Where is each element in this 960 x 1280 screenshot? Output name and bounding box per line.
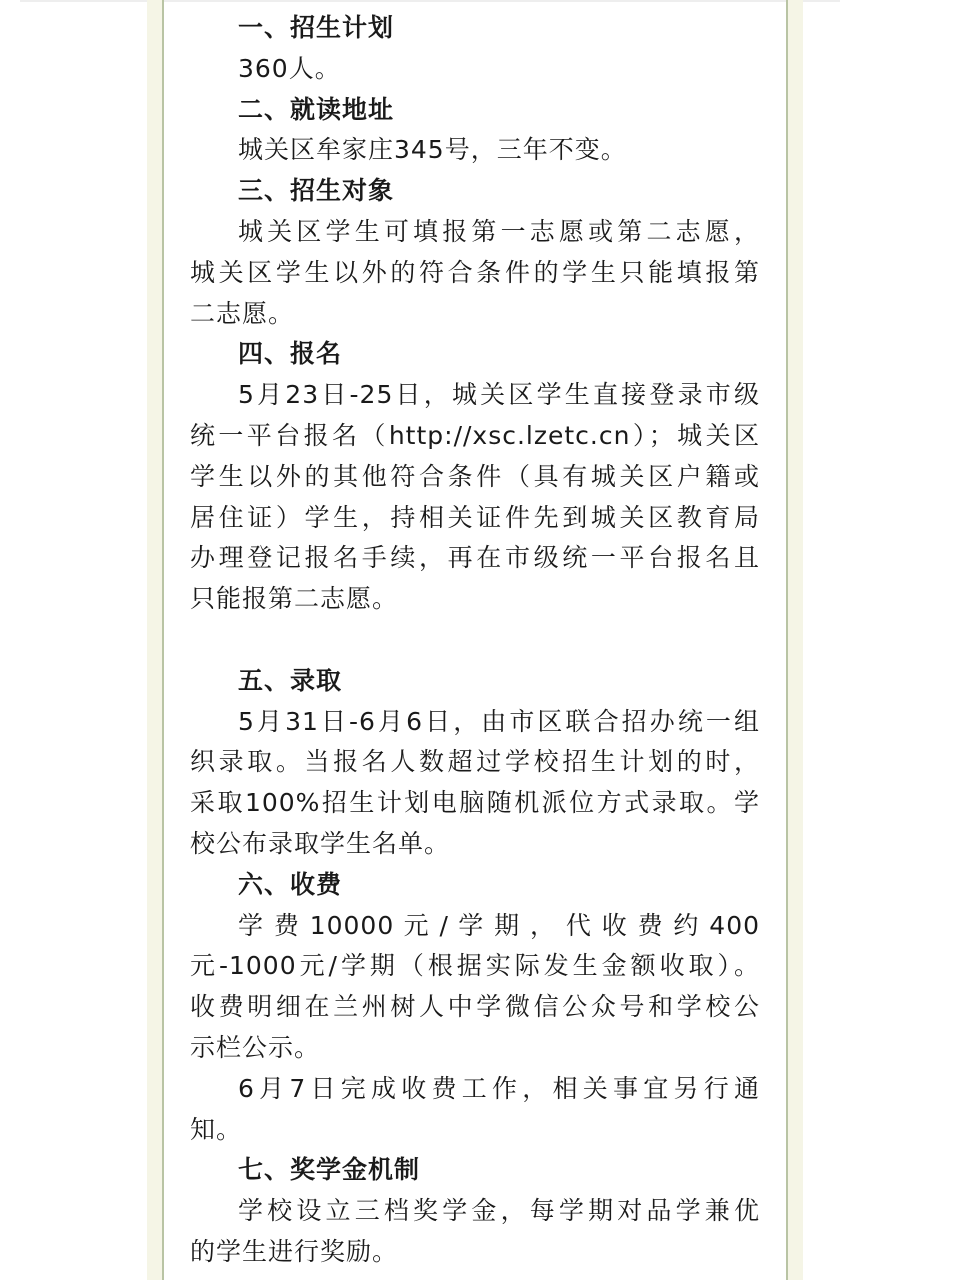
text-line: 城关区学生可填报第一志愿或第二志愿， <box>238 216 760 246</box>
text-line: 示栏公示。 <box>190 1032 321 1062</box>
text-line: 办理登记报名手续，再在市级统一平台报名且 <box>190 543 760 573</box>
text-line: 360人。 <box>238 53 341 83</box>
document-body <box>190 8 760 1273</box>
top-shadow <box>20 0 840 2</box>
text-line: 5月31日-6月6日，由市区联合招办统一组 <box>238 706 760 736</box>
text-line: 采取100%招生计划电脑随机派位方式录取。学 <box>190 788 760 818</box>
section-heading-registration: 四、报名 <box>238 339 343 369</box>
left-margin-strip <box>147 0 162 1280</box>
text-line: 的学生进行奖励。 <box>190 1236 399 1266</box>
right-margin-strip <box>788 0 803 1280</box>
text-line: 城关区学生以外的符合条件的学生只能填报第 <box>190 257 760 287</box>
text-line: 统一平台报名（http://xsc.lzetc.cn）；城关区 <box>190 420 760 450</box>
section-heading-admission: 五、录取 <box>238 665 343 695</box>
section-heading-scholarship: 七、奖学金机制 <box>238 1155 421 1185</box>
text-line: 城关区牟家庄345号，三年不变。 <box>238 135 627 165</box>
section-heading-target: 三、招生对象 <box>238 176 395 206</box>
text-line: 二志愿。 <box>190 298 295 328</box>
text-line: 学校设立三档奖学金，每学期对品学兼优 <box>238 1196 760 1226</box>
text-line: 5月23日-25日，城关区学生直接登录市级 <box>238 380 760 410</box>
left-border-line <box>162 0 164 1280</box>
section-heading-address: 二、就读地址 <box>238 94 395 124</box>
blank-line <box>190 620 760 661</box>
text-line: 6月7日完成收费工作，相关事宜另行通 <box>238 1073 760 1103</box>
text-line: 元-1000元/学期（根据实际发生金额收取）。 <box>190 951 760 981</box>
text-line: 只能报第二志愿。 <box>190 584 399 614</box>
text-line: 知。 <box>190 1114 243 1144</box>
section-heading-fees: 六、收费 <box>238 869 343 899</box>
text-line: 校公布录取学生名单。 <box>190 828 451 858</box>
text-line: 收费明细在兰州树人中学微信公众号和学校公 <box>190 992 760 1022</box>
text-line: 居住证）学生，持相关证件先到城关区教育局 <box>190 502 760 532</box>
text-line: 学生以外的其他符合条件（具有城关区户籍或 <box>190 461 760 491</box>
text-line: 织录取。当报名人数超过学校招生计划的时， <box>190 747 760 777</box>
text-line: 学 费 10000 元 / 学 期 ， 代 收 费 约 400 <box>238 910 760 940</box>
section-heading-plan: 一、招生计划 <box>238 13 395 42</box>
